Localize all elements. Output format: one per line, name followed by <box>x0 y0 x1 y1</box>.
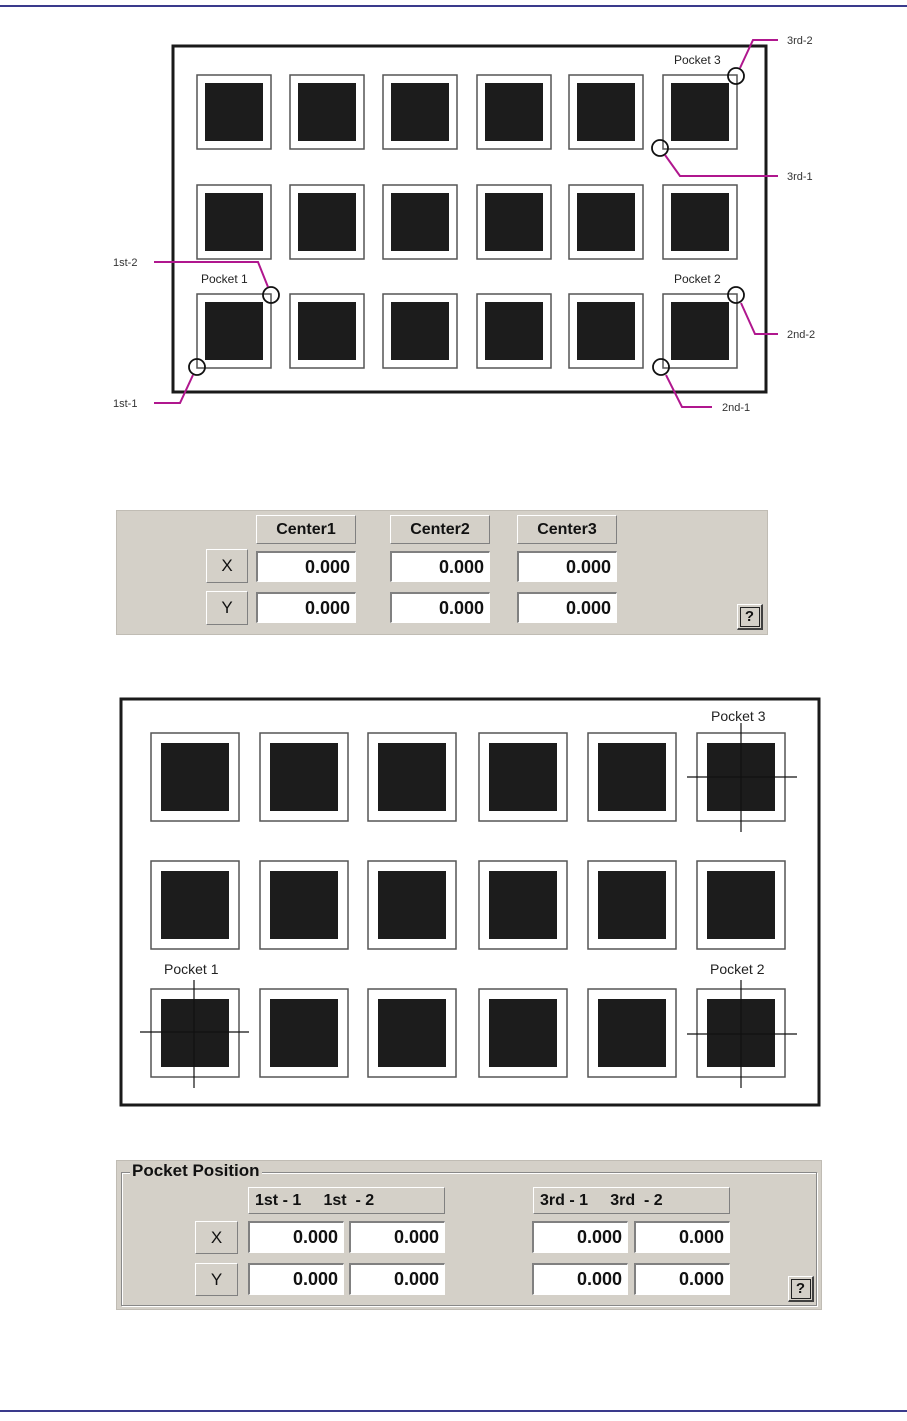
bottom-pocket-fill-r3c4 <box>489 999 557 1067</box>
bottom-pocket-fill-r2c5 <box>598 871 666 939</box>
top-pocket-fill-r1c4 <box>485 83 543 141</box>
pocket-grid-2 <box>151 733 785 1077</box>
callout-1st-1: 1st-1 <box>113 398 138 410</box>
bottom-pocket-fill-r2c2 <box>270 871 338 939</box>
top-pocket-fill-r2c4 <box>485 193 543 251</box>
center-position-panel <box>116 510 768 635</box>
bottom-pocket-fill-r1c1 <box>161 743 229 811</box>
header-center2: Center2 <box>390 515 490 544</box>
top-pocket-fill-r1c2 <box>298 83 356 141</box>
pocket-diagram-crosshairs <box>0 690 907 1115</box>
help-button[interactable]: ? <box>737 604 763 630</box>
top-pocket-fill-r3c1 <box>205 302 263 360</box>
1st-1-y-field[interactable]: 0.000 <box>248 1263 344 1295</box>
pocket-2-label-2: Pocket 2 <box>710 961 765 977</box>
bottom-pocket-fill-r3c3 <box>378 999 446 1067</box>
callout-1st-2: 1st-2 <box>113 257 138 269</box>
bottom-pocket-fill-r3c2 <box>270 999 338 1067</box>
pocket-diagram-callouts <box>0 0 907 440</box>
top-pocket-fill-r1c1 <box>205 83 263 141</box>
top-pocket-fill-r2c5 <box>577 193 635 251</box>
top-pocket-fill-r3c3 <box>391 302 449 360</box>
pocket-position-title: Pocket Position <box>132 1161 260 1180</box>
top-pocket-fill-r3c2 <box>298 302 356 360</box>
callout-line-3rd-2 <box>740 40 778 68</box>
bottom-pocket-fill-r3c5 <box>598 999 666 1067</box>
center3-x-field[interactable]: 0.000 <box>517 551 617 582</box>
top-pocket-fill-r1c5 <box>577 83 635 141</box>
bottom-pocket-fill-r2c6 <box>707 871 775 939</box>
top-pocket-fill-r3c5 <box>577 302 635 360</box>
3rd-2-y-field[interactable]: 0.000 <box>634 1263 730 1295</box>
bottom-pocket-fill-r1c5 <box>598 743 666 811</box>
top-pocket-fill-r2c1 <box>205 193 263 251</box>
bottom-pocket-fill-r3c1 <box>161 999 229 1067</box>
3rd-1-y-field[interactable]: 0.000 <box>532 1263 628 1295</box>
pocket-1-label-2: Pocket 1 <box>164 961 219 977</box>
callout-3rd-2: 3rd-2 <box>787 35 813 47</box>
1st-2-y-field[interactable]: 0.000 <box>349 1263 445 1295</box>
row-label-x-2: X <box>195 1221 238 1254</box>
top-pocket-fill-r2c3 <box>391 193 449 251</box>
pocket-1-label: Pocket 1 <box>201 272 248 286</box>
header-center1: Center1 <box>256 515 356 544</box>
callout-line-3rd-1 <box>665 155 778 176</box>
help-button-2[interactable]: ? <box>788 1276 814 1302</box>
callout-line-2nd-2 <box>741 303 778 334</box>
center3-y-field[interactable]: 0.000 <box>517 592 617 623</box>
pocket-2-label: Pocket 2 <box>674 272 721 286</box>
bottom-pocket-fill-r2c1 <box>161 871 229 939</box>
pocket-3-label-2: Pocket 3 <box>711 708 766 724</box>
top-pocket-fill-r3c4 <box>485 302 543 360</box>
bottom-pocket-fill-r1c3 <box>378 743 446 811</box>
top-pocket-fill-r3c6 <box>671 302 729 360</box>
pocket-grid <box>197 75 737 368</box>
callout-3rd-1: 3rd-1 <box>787 171 813 183</box>
pocket-3-label: Pocket 3 <box>674 53 721 67</box>
3rd-2-x-field[interactable]: 0.000 <box>634 1221 730 1253</box>
center2-x-field[interactable]: 0.000 <box>390 551 490 582</box>
row-label-y: Y <box>206 591 248 625</box>
row-label-x: X <box>206 549 248 583</box>
center2-y-field[interactable]: 0.000 <box>390 592 490 623</box>
bottom-rule <box>0 1410 907 1412</box>
header-1st-group: 1st - 1 1st - 2 <box>248 1187 445 1214</box>
bottom-pocket-fill-r2c3 <box>378 871 446 939</box>
1st-1-x-field[interactable]: 0.000 <box>248 1221 344 1253</box>
bottom-pocket-fill-r1c4 <box>489 743 557 811</box>
row-label-y-2: Y <box>195 1263 238 1296</box>
top-pocket-fill-r2c6 <box>671 193 729 251</box>
bottom-pocket-fill-r2c4 <box>489 871 557 939</box>
center1-x-field[interactable]: 0.000 <box>256 551 356 582</box>
center1-y-field[interactable]: 0.000 <box>256 592 356 623</box>
1st-2-x-field[interactable]: 0.000 <box>349 1221 445 1253</box>
callout-2nd-1: 2nd-1 <box>722 402 751 414</box>
callout-2nd-2: 2nd-2 <box>787 329 816 341</box>
header-center3: Center3 <box>517 515 617 544</box>
bottom-pocket-fill-r1c2 <box>270 743 338 811</box>
header-3rd-group: 3rd - 1 3rd - 2 <box>533 1187 730 1214</box>
top-pocket-fill-r1c6 <box>671 83 729 141</box>
top-pocket-fill-r1c3 <box>391 83 449 141</box>
top-pocket-fill-r2c2 <box>298 193 356 251</box>
pocket-position-panel <box>116 1160 822 1310</box>
3rd-1-x-field[interactable]: 0.000 <box>532 1221 628 1253</box>
